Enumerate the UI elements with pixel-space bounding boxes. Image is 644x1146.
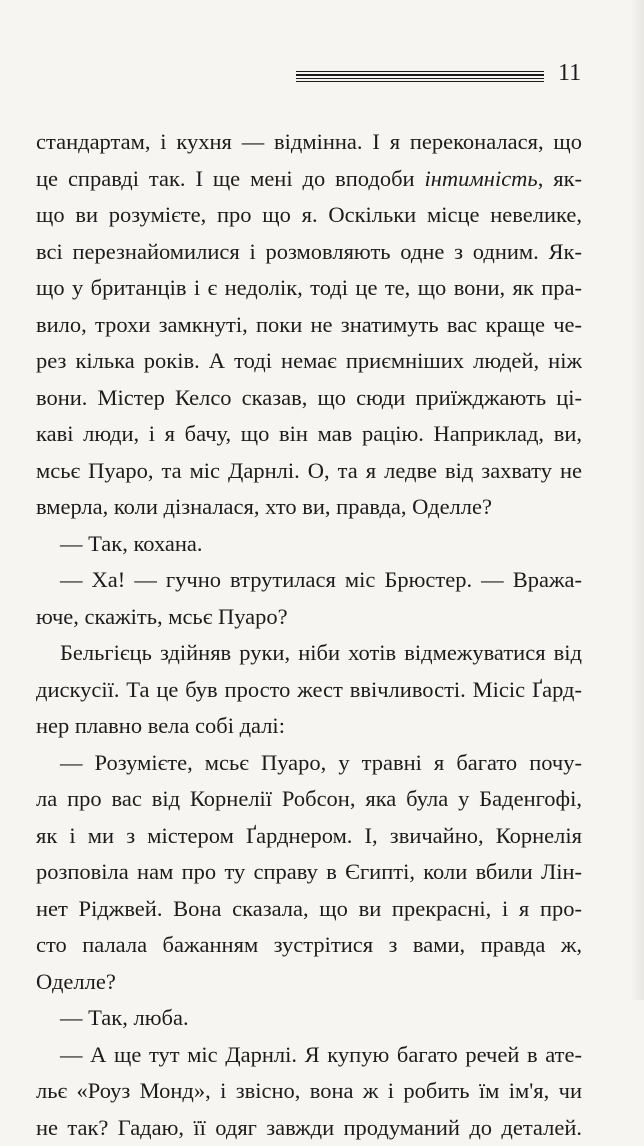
running-header	[296, 56, 596, 96]
text-line: мсьє Пуаро, та міс Дарнлі. О, та я ледве від захвату не	[36, 453, 582, 490]
paragraph-line: Бельгієць здійняв руки, ніби хотів відмежуватися від	[36, 635, 582, 672]
text-line: нет Ріджвей. Вона сказала, що ви прекрасні, і я про-	[36, 891, 582, 928]
text-line: це справді так. І ще мені до вподоби інтимність, як-	[36, 161, 582, 198]
text-line: всі перезнайомилися і розмовляють одне з одним. Як-	[36, 234, 582, 271]
text-line: каві люди, і я бачу, що він мав рацію. Наприклад, ви,	[36, 416, 582, 453]
dialogue-line: — Ха! — гучно втрутилася міс Брюстер. — Вража-	[36, 562, 582, 599]
text-line: вило, трохи замкнуті, поки не знатимуть вас краще че-	[36, 307, 582, 344]
dialogue-line: — А ще тут міс Дарнлі. Я купую багато речей в ате-	[36, 1037, 582, 1074]
text-line: стандартам, і кухня — відмінна. І я переконалася, що	[36, 124, 582, 161]
page-edge-shadow	[630, 0, 644, 1000]
text-line: Оделле?	[36, 964, 582, 1001]
text-line: нер плавно вела собі далі:	[36, 708, 582, 745]
text-line: льє «Роуз Монд», і звісно, вона ж і робить їм ім'я, чи	[36, 1073, 582, 1110]
italic-emphasis: інтимність	[425, 166, 538, 191]
text-line: що у британців і є недолік, тоді це те, що вони, як пра-	[36, 270, 582, 307]
body-text	[36, 124, 582, 1146]
page-number: 11	[558, 58, 581, 88]
dialogue-line: — Так, люба.	[36, 1000, 582, 1037]
text-line: дискусії. Та це був просто жест ввічливості. Місіс Ґард-	[36, 672, 582, 709]
text-line: юче, скажіть, мсьє Пуаро?	[36, 599, 582, 636]
text-line: ла про вас від Корнелії Робсон, яка була у Баденгофі,	[36, 781, 582, 818]
text-line: вмерла, коли дізналася, хто ви, правда, Оделле?	[36, 489, 582, 526]
text-line: сто палала бажанням зустрітися з вами, правда ж,	[36, 927, 582, 964]
text-line: вони. Містер Келсо сказав, що сюди приїжджають ці-	[36, 380, 582, 417]
dialogue-line: — Так, кохана.	[36, 526, 582, 563]
text-line: розповіла нам про ту справу в Єгипті, коли вбили Лін-	[36, 854, 582, 891]
text-line: як і ми з містером Ґарднером. І, звичайно, Корнелія	[36, 818, 582, 855]
header-rule	[296, 71, 544, 82]
text-line: рез кілька років. А тоді немає приємніших людей, ніж	[36, 343, 582, 380]
dialogue-line: — Розумієте, мсьє Пуаро, у травні я багато почу-	[36, 745, 582, 782]
text-line: що ви розумієте, про що я. Оскільки місце невелике,	[36, 197, 582, 234]
text-line: не так? Гадаю, її одяг завжди продуманий до деталей.	[36, 1110, 582, 1146]
